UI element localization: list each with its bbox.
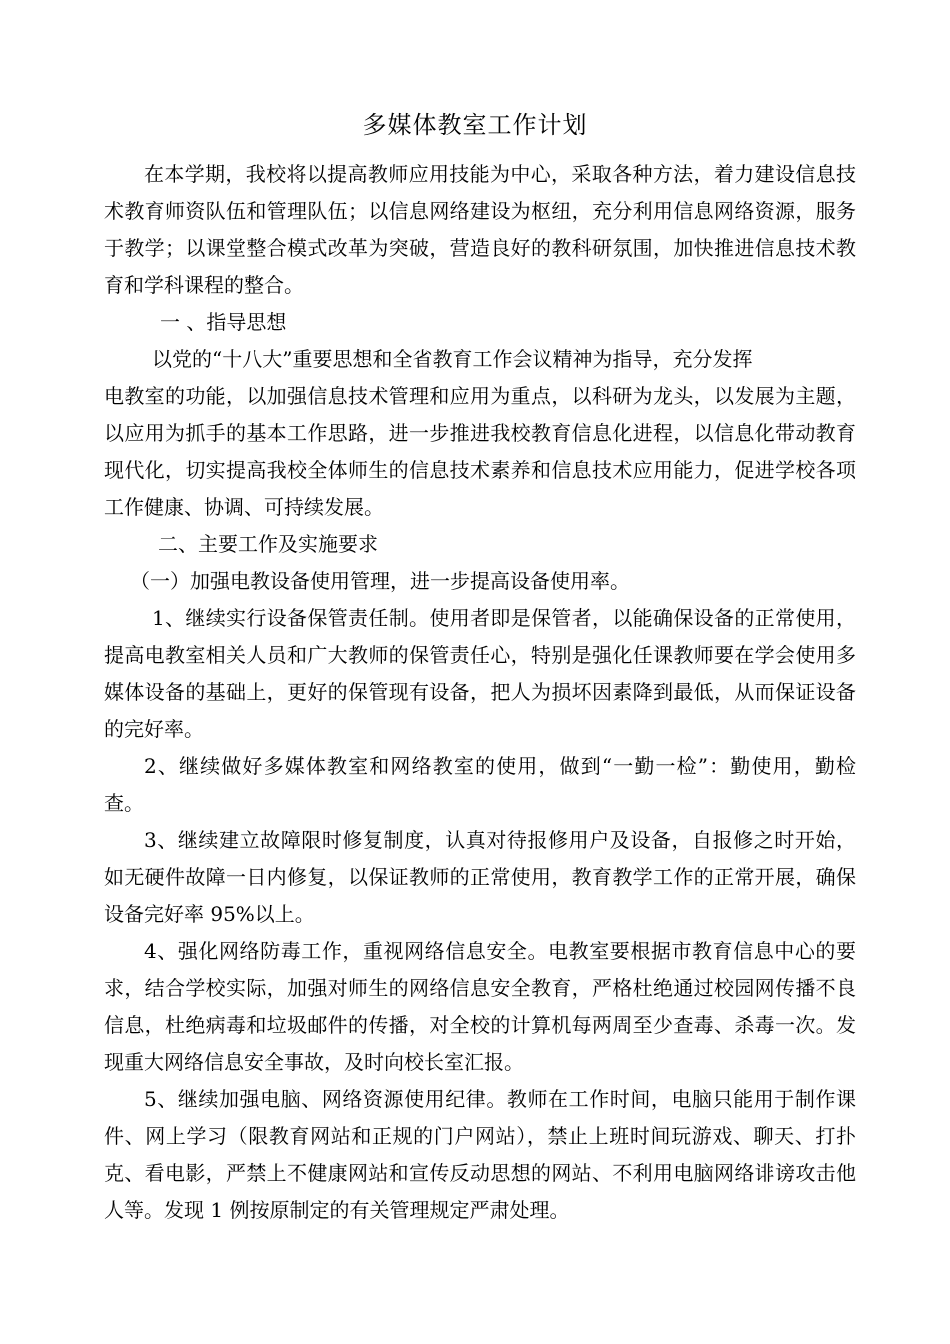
intro-paragraph: 在本学期，我校将以提高教师应用技能为中心，采取各种方法，着力建设信息技术教育师资队伍和管理队伍；以信息网络建设为枢纽，充分利用信息网络资源，服务于教学；以课堂整合模式改革为突破，营造良好的教科研氛围，加快推进信息技术教育和学科课程的整合。 <box>104 162 856 297</box>
item-4-paragraph: 4、强化网络防毒工作，重视网络信息安全。电教室要根据市教育信息中心的要求，结合学校实际，加强对师生的网络信息安全教育，严格杜绝通过校园网传播不良信息，杜绝病毒和垃圾邮件的传播，对全校的计算机每两周至少查毒、杀毒一次。发现重大网络信息安全事故，及时向校长室汇报。 <box>104 939 856 1074</box>
item-5-paragraph: 5、继续加强电脑、网络资源使用纪律。教师在工作时间，电脑只能用于制作课件、网上学习（限教育网站和正规的门户网站），禁止上班时间玩游戏、聊天、打扑克、看电影，严禁上不健康网站和宣传反动思想的网站、不利用电脑网络诽谤攻击他人等。发现 1 例按原制定的有关管理规定严肃处理。 <box>104 1087 856 1222</box>
document-title: 多媒体教室工作计划 <box>362 111 588 139</box>
guiding-ideology-first-line: 以党的“十八大”重要思想和全省教育工作会议精神为指导，充分发挥 <box>152 347 753 371</box>
item-2-paragraph: 2、继续做好多媒体教室和网络教室的使用，做到“一勤一检”：勤使用，勤检查。 <box>104 754 856 815</box>
section-heading-main-work: 二、主要工作及实施要求 <box>158 532 378 556</box>
document-body <box>104 156 856 1229</box>
subsection-heading-equipment: （一）加强电教设备使用管理，进一步提高设备使用率。 <box>130 569 630 593</box>
guiding-ideology-paragraph: 电教室的功能，以加强信息技术管理和应用为重点，以科研为龙头，以发展为主题，以应用为抓手的基本工作思路，进一步推进我校教育信息化进程，以信息化带动教育现代化，切实提高我校全体师生的信息技术素养和信息技术应用能力，促进学校各项工作健康、协调、可持续发展。 <box>104 384 856 519</box>
item-1-paragraph: 1、继续实行设备保管责任制。使用者即是保管者，以能确保设备的正常使用，提高电教室相关人员和广大教师的保管责任心，特别是强化任课教师要在学会使用多媒体设备的基础上，更好的保管现有设备，把人为损坏因素降到最低，从而保证设备的完好率。 <box>104 606 856 741</box>
item-3-paragraph: 3、继续建立故障限时修复制度，认真对待报修用户及设备，自报修之时开始，如无硬件故障一日内修复，以保证教师的正常使用，教育教学工作的正常开展，确保设备完好率 95%以上。 <box>104 828 856 926</box>
section-heading-guiding-ideology: 一 、指导思想 <box>160 310 287 334</box>
